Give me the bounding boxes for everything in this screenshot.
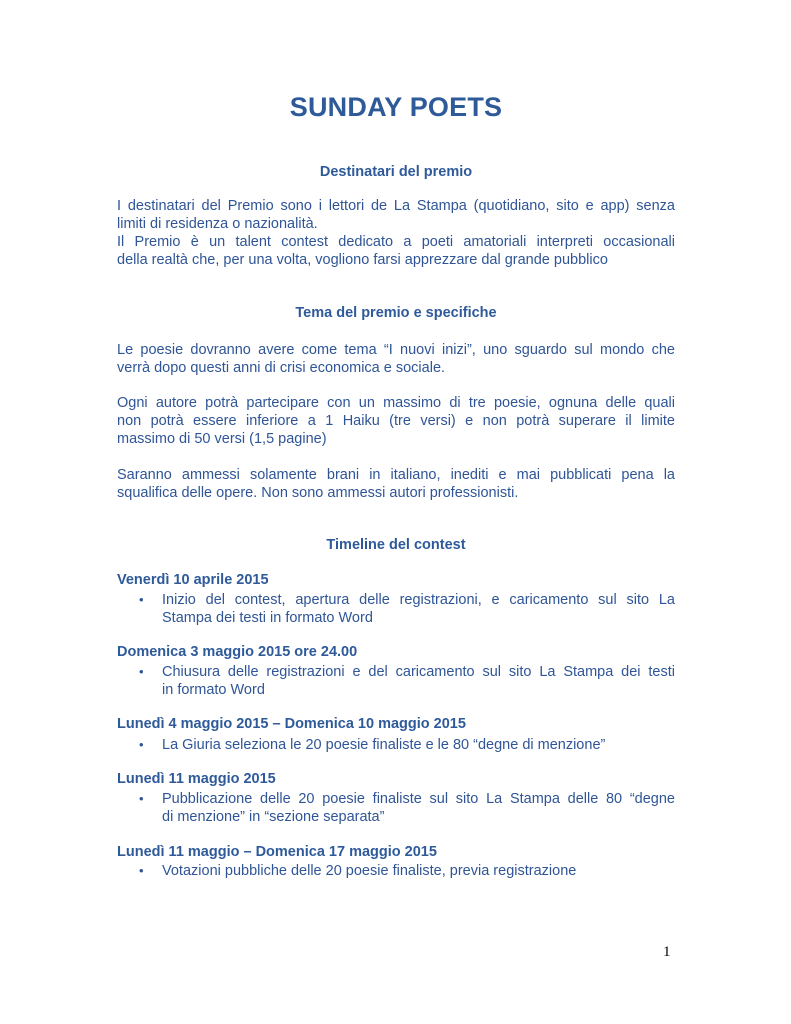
text-line: della realtà che, per una volta, vogliono farsi apprezzare dal grande pubblico	[117, 252, 608, 268]
timeline-date: Domenica 3 maggio 2015 ore 24.00	[117, 644, 358, 660]
timeline-date: Venerdì 10 aprile 2015	[117, 572, 269, 588]
bullet-icon: •	[139, 863, 144, 878]
bullet-icon: •	[139, 737, 144, 752]
bullet-icon: •	[139, 664, 144, 679]
text-line: massimo di 50 versi (1,5 pagine)	[117, 431, 327, 447]
heading-timeline: Timeline del contest	[326, 537, 466, 553]
text-line: non potrà essere inferiore a 1 Haiku (tre versi) e non potrà superare il limite	[117, 413, 675, 429]
paragraph-destinatari-1	[117, 197, 675, 233]
text-line: Le poesie dovranno avere come tema “I nuovi inizi”, uno sguardo sul mondo che	[117, 342, 675, 358]
text-line: squalifica delle opere. Non sono ammessi autori professionisti.	[117, 485, 519, 501]
timeline-date: Lunedì 11 maggio – Domenica 17 maggio 2015	[117, 844, 437, 860]
timeline-item	[117, 591, 675, 627]
text-line: Saranno ammessi solamente brani in italiano, inediti e mai pubblicati pena la	[117, 467, 675, 483]
document-title: SUNDAY POETS	[289, 92, 503, 122]
text-line: di menzione” in “sezione separata”	[162, 809, 385, 825]
paragraph-tema-2	[117, 394, 675, 448]
timeline-date: Lunedì 4 maggio 2015 – Domenica 10 maggio 2015	[117, 716, 466, 732]
paragraph-tema-3	[117, 466, 675, 502]
text-line: verrà dopo questi anni di crisi economica e sociale.	[117, 360, 446, 376]
paragraph-destinatari-2	[117, 233, 675, 269]
text-line: Chiusura delle registrazioni e del caricamento sul sito La Stampa dei testi	[162, 664, 675, 680]
text-line: Pubblicazione delle 20 poesie finaliste sul sito La Stampa delle 80 “degne	[162, 791, 675, 807]
text-line: Il Premio è un talent contest dedicato a poeti amatoriali interpreti occasionali	[117, 234, 675, 250]
text-line: Stampa dei testi in formato Word	[162, 610, 373, 626]
timeline-item	[117, 862, 675, 880]
timeline-item	[117, 736, 675, 754]
timeline-item	[117, 790, 675, 826]
text-line: Ogni autore potrà partecipare con un massimo di tre poesie, ognuna delle quali	[117, 395, 675, 411]
text-line: La Giuria seleziona le 20 poesie finaliste e le 80 “degne di menzione”	[162, 737, 606, 753]
heading-tema: Tema del premio e specifiche	[295, 305, 497, 321]
timeline-date: Lunedì 11 maggio 2015	[117, 771, 276, 787]
text-line: Votazioni pubbliche delle 20 poesie finaliste, previa registrazione	[162, 863, 577, 879]
text-line: limiti di residenza o nazionalità.	[117, 216, 318, 232]
text-line: I destinatari del Premio sono i lettori de La Stampa (quotidiano, sito e app) senza	[117, 198, 675, 214]
timeline-item	[117, 663, 675, 699]
page-number: 1	[663, 944, 671, 960]
text-line: Inizio del contest, apertura delle registrazioni, e caricamento sul sito La	[162, 592, 675, 608]
heading-destinatari: Destinatari del premio	[319, 164, 473, 180]
paragraph-tema-1	[117, 341, 675, 377]
bullet-icon: •	[139, 592, 144, 607]
text-line: in formato Word	[162, 682, 265, 698]
bullet-icon: •	[139, 791, 144, 806]
